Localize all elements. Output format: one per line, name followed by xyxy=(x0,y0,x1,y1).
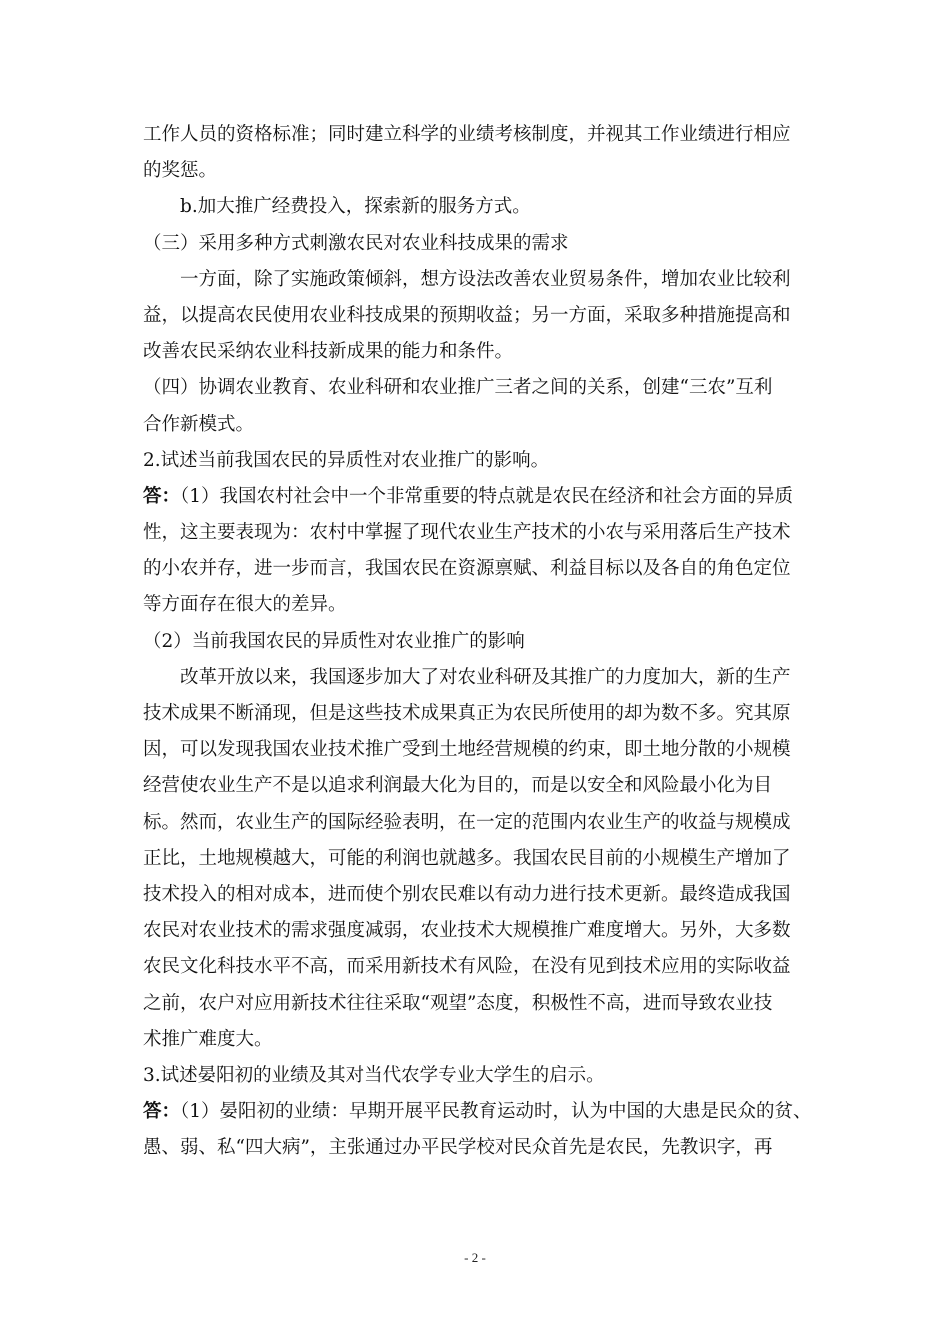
section-heading: （三）采用多种方式刺激农民对农业科技成果的需求 xyxy=(143,232,569,254)
text-line: 之前，农户对应用新技术往往采取“观望”态度，积极性不高，进而导致农业技 xyxy=(143,992,773,1014)
text-line: 因，可以发现我国农业技术推广受到土地经营规模的约束，即土地分散的小规模 xyxy=(143,739,791,761)
text-line: 技术成果不断涌现，但是这些技术成果真正为农民所使用的却为数不多。究其原 xyxy=(143,703,791,724)
section-heading: （四）协调农业教育、农业科研和农业推广三者之间的关系，创建“三农”互利 xyxy=(143,377,773,399)
text-line: 术推广难度大。 xyxy=(143,1028,273,1050)
page-number: - 2 - xyxy=(464,1250,486,1265)
answer-text: （1）晏阳初的业绩：早期开展平民教育运动时，认为中国的大患是民众的贫、 xyxy=(180,1101,812,1123)
answer-line xyxy=(143,1094,813,1130)
text-line: 农民对农业技术的需求强度减弱，农业技术大规模推广难度增大。另外，大多数 xyxy=(143,920,791,942)
text-line: 愚、弱、私“四大病”，主张通过办平民学校对民众首先是农民，先教识字，再 xyxy=(143,1137,773,1159)
text-line: 合作新模式。 xyxy=(143,413,255,435)
text-line: 一方面，除了实施政策倾斜，想方设法改善农业贸易条件，增加农业比较利 xyxy=(180,268,791,290)
text-line: 等方面存在很大的差异。 xyxy=(143,594,347,616)
text-line: 改革开放以来，我国逐步加大了对农业科研及其推广的力度加大，新的生产 xyxy=(180,666,791,688)
question-3: 3.试述晏阳初的业绩及其对当代农学专业大学生的启示。 xyxy=(143,1064,605,1086)
question-2: 2.试述当前我国农民的异质性对农业推广的影响。 xyxy=(143,449,550,471)
section-heading: （2）当前我国农民的异质性对农业推广的影响 xyxy=(143,630,525,652)
document-body xyxy=(143,117,813,1166)
answer-label: 答： xyxy=(143,485,181,507)
text-line: 标。然而，农业生产的国际经验表明，在一定的范围内农业生产的收益与规模成 xyxy=(143,811,791,833)
text-line: 的奖惩。 xyxy=(143,160,218,182)
text-line: 的小农并存，进一步而言，我国农民在资源禀赋、利益目标以及各自的角色定位 xyxy=(143,558,791,580)
text-line: 益，以提高农民使用农业科技成果的预期收益；另一方面，采取多种措施提高和 xyxy=(143,304,791,326)
answer-label: 答： xyxy=(143,1101,181,1123)
text-line: 经营使农业生产不是以追求利润最大化为目的，而是以安全和风险最小化为目 xyxy=(143,775,773,797)
text-line: 改善农民采纳农业科技新成果的能力和条件。 xyxy=(143,341,514,363)
answer-text: （1）我国农村社会中一个非常重要的特点就是农民在经济和社会方面的异质 xyxy=(180,485,794,507)
text-line: 性，这主要表现为：农村中掌握了现代农业生产技术的小农与采用落后生产技术 xyxy=(143,522,791,544)
text-line: 工作人员的资格标准；同时建立科学的业绩考核制度，并视其工作业绩进行相应 xyxy=(143,124,791,145)
text-line: 农民文化科技水平不高，而采用新技术有风险，在没有见到技术应用的实际收益 xyxy=(143,956,791,978)
text-line: 技术投入的相对成本，进而使个别农民难以有动力进行技术更新。最终造成我国 xyxy=(143,883,791,905)
text-line: b.加大推广经费投入，探索新的服务方式。 xyxy=(180,196,531,218)
answer-line xyxy=(143,479,813,515)
text-line: 正比，土地规模越大，可能的利润也就越多。我国农民目前的小规模生产增加了 xyxy=(143,847,791,869)
